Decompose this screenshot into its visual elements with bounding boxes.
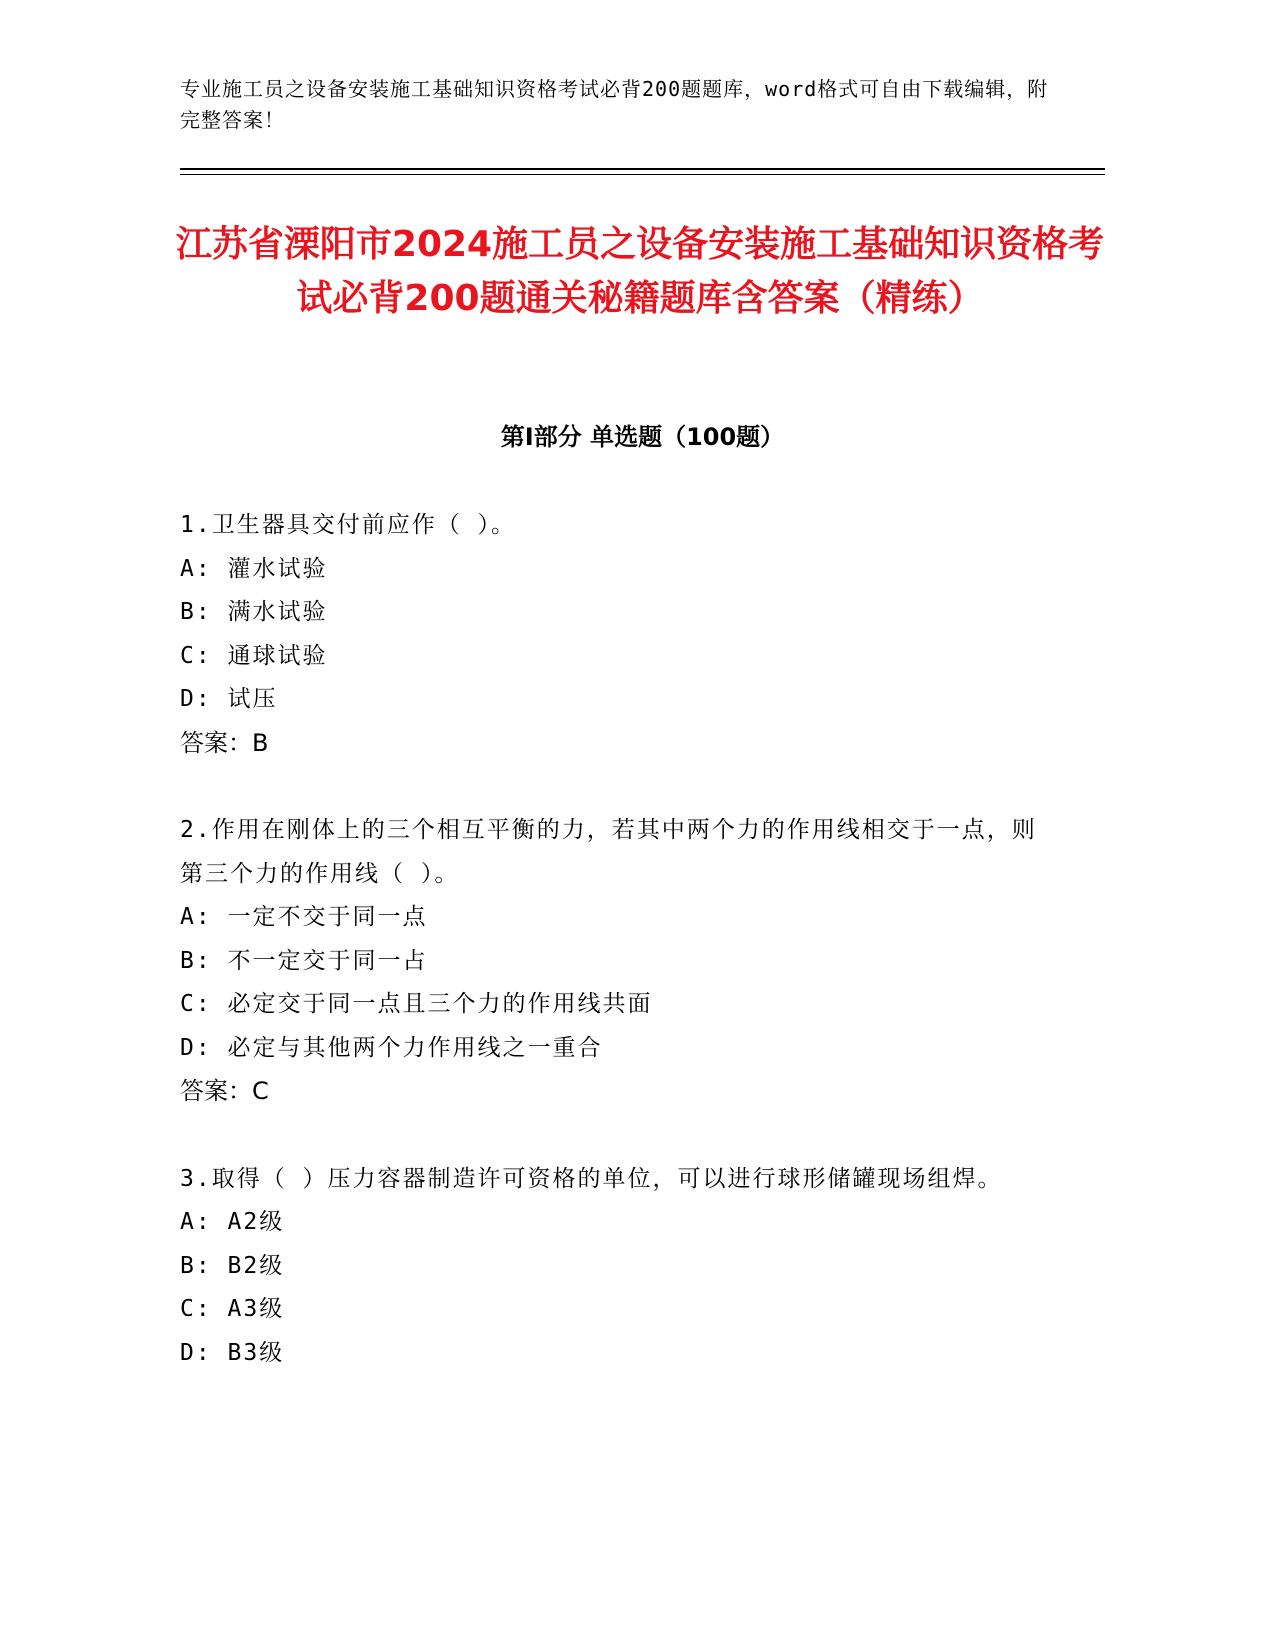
option-a: A: 一定不交于同一点 (180, 904, 428, 930)
answer-line: 答案：B (180, 728, 269, 757)
option-d: D: 必定与其他两个力作用线之一重合 (180, 1034, 603, 1061)
section-heading: 第Ⅰ部分 单选题（100题） (500, 423, 785, 451)
option-b: B: 不一定交于同一占 (180, 947, 428, 974)
document-title: 江苏省溧阳市2024施工员之设备安装施工基础知识资格考试必背200题通关秘籍题库含答案（精练） (175, 224, 1105, 319)
option-a: A: A2级 (180, 1209, 285, 1235)
option-c: C: A3级 (180, 1296, 285, 1322)
header-divider-thin (180, 174, 1105, 175)
question-stem: 1.卫生器具交付前应作（ ）。 (180, 512, 517, 538)
option-d: D: 试压 (180, 686, 278, 712)
header-note: 专业施工员之设备安装施工基础知识资格考试必背200题题库，word格式可自由下载编辑，附完整答案！ (180, 77, 1049, 132)
question-3 (180, 1158, 1040, 1376)
option-c: C: 必定交于同一点且三个力的作用线共面 (180, 991, 653, 1017)
header-divider-thick (180, 168, 1105, 170)
option-c: C: 通球试验 (180, 642, 328, 669)
option-b: B: B2级 (180, 1252, 285, 1279)
question-list (180, 504, 1040, 1419)
question-stem: 2.作用在刚体上的三个相互平衡的力，若其中两个力的作用线相交于一点，则第三个力的作用线（ ）。 (180, 817, 1037, 887)
option-a: A: 灌水试验 (180, 555, 328, 582)
answer-line: 答案：C (180, 1077, 269, 1105)
question-2 (180, 809, 1040, 1114)
question-stem: 3.取得（ ）压力容器制造许可资格的单位，可以进行球形储罐现场组焊。 (180, 1165, 1003, 1192)
option-d: D: B3级 (180, 1339, 285, 1366)
question-1 (180, 504, 1040, 765)
option-b: B: 满水试验 (180, 599, 328, 625)
